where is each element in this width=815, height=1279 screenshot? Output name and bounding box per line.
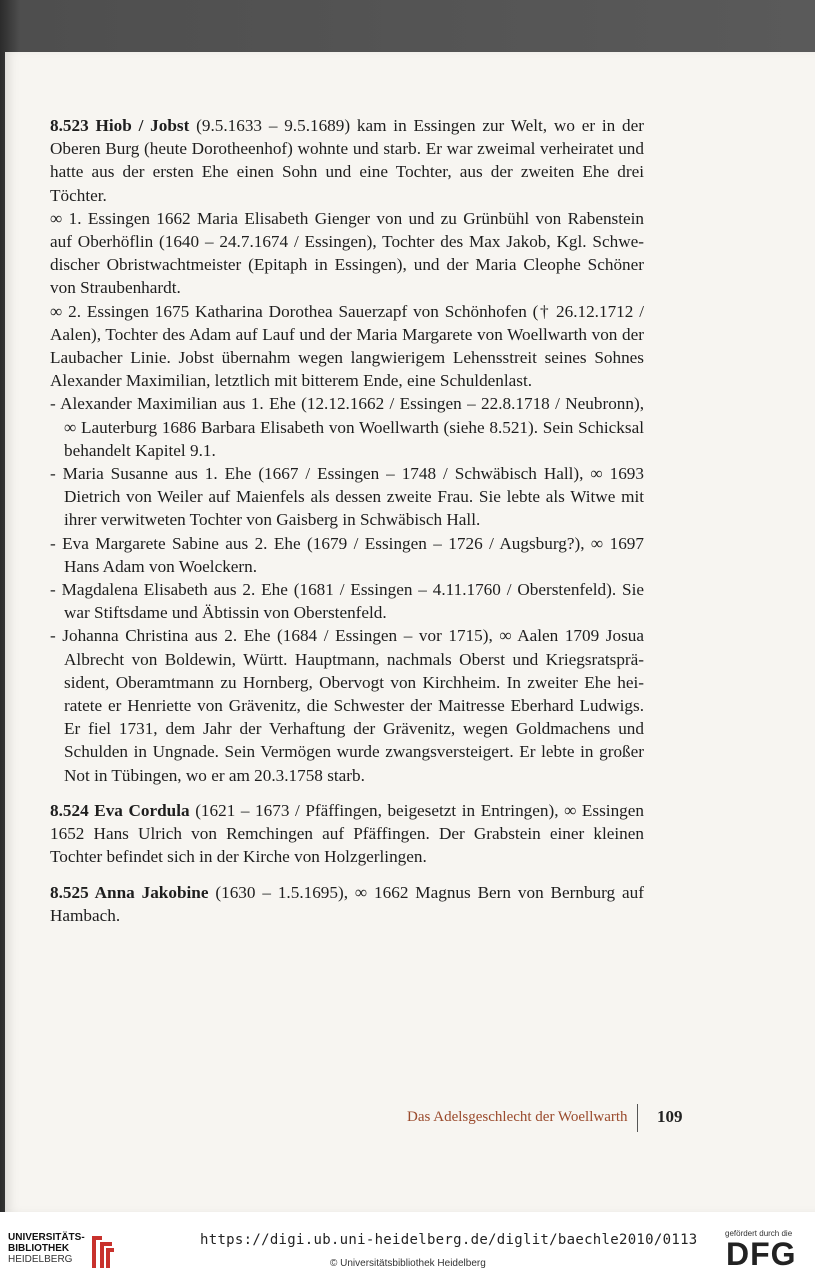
- footer-divider: [637, 1104, 638, 1132]
- library-name-line1: UNIVERSITÄTS-: [8, 1232, 85, 1243]
- library-name-line2: BIBLIOTHEK: [8, 1243, 70, 1254]
- library-emblem-icon: [86, 1232, 118, 1272]
- viewer-footer-bar: [0, 1212, 815, 1279]
- child-item: - Johanna Christina aus 2. Ehe (1684 / Essingen – vor 1715), ∞ Aalen 1709 Josua Albrecht von Boldewin, Württ. Hauptmann, nachmals Oberst und Kriegsratspräsident, Oberamtmann zu Hornberg, Obervogt von Kirchheim. In zweiter Ehe heiratete er Henriette von Grävenitz, die Schwester der Maitresse Eberhard Ludwigs. Er fiel 1731, dem Jahr der Verhaftung der Grävenitz, wegen Goldmachens und Schulden in Ungnade. Sein Vermögen wurde zwangsversteigert. Er lebte in großer Not in Tübingen, wo er am 20.3.1758 starb.: [50, 626, 644, 785]
- entry-8-524: [50, 799, 644, 869]
- entry-8-523: [50, 114, 644, 787]
- library-logo[interactable]: [8, 1232, 118, 1272]
- entry-heading: 8.523 Hiob / Jobst: [50, 116, 190, 135]
- running-title: Das Adelsgeschlecht der Woellwarth: [407, 1109, 628, 1125]
- copyright-notice: © Universitätsbibliothek Heidelberg: [330, 1258, 486, 1269]
- entry-lead-text: (1630 – 1.5.1695), ∞ 1662 Magnus Bern von Bernburg auf Hambach.: [50, 882, 644, 925]
- entry-lead-paragraph: [50, 881, 644, 927]
- marriage-paragraph: ∞ 1. Essingen 1662 Maria Elisabeth Gienger von und zu Grünbühl von Rabenstein auf Oberhöflin (1640 – 24.7.1674 / Essingen), Tochter des Max Jakob, Kgl. Schwedischer Obristwachtmeister (Epitaph in Essingen), und der Maria Cleophe Schöner von Straubenhardt.: [50, 208, 644, 298]
- page-body: [50, 114, 644, 927]
- dfg-logo[interactable]: DFG: [726, 1236, 797, 1272]
- funder-caption: gefördert durch die: [725, 1229, 793, 1238]
- child-item: - Magdalena Elisabeth aus 2. Ehe (1681 / Essingen – 4.11.1760 / Oberstenfeld). Sie war Stiftsdame und Äbtissin von Oberstenfeld.: [50, 580, 644, 623]
- book-page: [5, 52, 815, 1212]
- page-number: 109: [657, 1107, 683, 1126]
- document-url-link[interactable]: https://digi.ub.uni-heidelberg.de/diglit/baechle2010/0113: [200, 1232, 698, 1248]
- library-name-line3: HEIDELBERG: [8, 1254, 73, 1265]
- entry-8-525: [50, 881, 644, 927]
- entry-lead-paragraph: [50, 799, 644, 869]
- entry-lead-text: (9.5.1633 – 9.5.1689) kam in Essingen zur Welt, wo er in der Oberen Burg (heute Dorotheenhof) wohnte und starb. Er war zweimal verheiratet und hatte aus der ersten Ehe einen Sohn und eine Tochter, aus der zweiten Ehe drei Töchter.: [50, 116, 644, 205]
- entry-lead-paragraph: [50, 114, 644, 207]
- child-item: - Maria Susanne aus 1. Ehe (1667 / Essingen – 1748 / Schwäbisch Hall), ∞ 1693 Dietrich von Weiler auf Maienfels als dessen zweite Frau. Sie lebte als Witwe mit ihrer verwitweten Tochter von Gaisberg in Schwäbisch Hall.: [50, 464, 644, 530]
- child-item: - Eva Margarete Sabine aus 2. Ehe (1679 / Essingen – 1726 / Augsburg?), ∞ 1697 Hans Adam von Woelckern.: [50, 533, 644, 576]
- entry-lead-text: (1621 – 1673 / Pfäffingen, beigesetzt in Entringen), ∞ Essingen 1652 Hans Ulrich von Remchingen auf Pfäffingen. Der Grabstein einer kleinen Tochter befindet sich in der Kirche von Holzgerlingen.: [50, 800, 644, 867]
- entry-heading: 8.524 Eva Cordula: [50, 800, 190, 820]
- marriage-paragraph: ∞ 2. Essingen 1675 Katharina Dorothea Sauerzapf von Schönhofen († 26.12.1712 / Aalen), Tochter des Adam auf Lauf und der Maria Margarete von Woellwarth von der Laubacher Linie. Jobst übernahm wegen langwierigem Lehensstreit seines Sohnes Alexander Maximilian, letztlich mit bitterem Ende, eine Schuldenlast.: [50, 301, 644, 391]
- entry-heading: 8.525 Anna Jakobine: [50, 882, 209, 902]
- child-item: - Alexander Maximilian aus 1. Ehe (12.12.1662 / Essingen – 22.8.1718 / Neubronn), ∞ Lauterburg 1686 Barbara Elisabeth von Woellwarth (siehe 8.521). Sein Schicksal behandelt Kapitel 9.1.: [50, 394, 644, 460]
